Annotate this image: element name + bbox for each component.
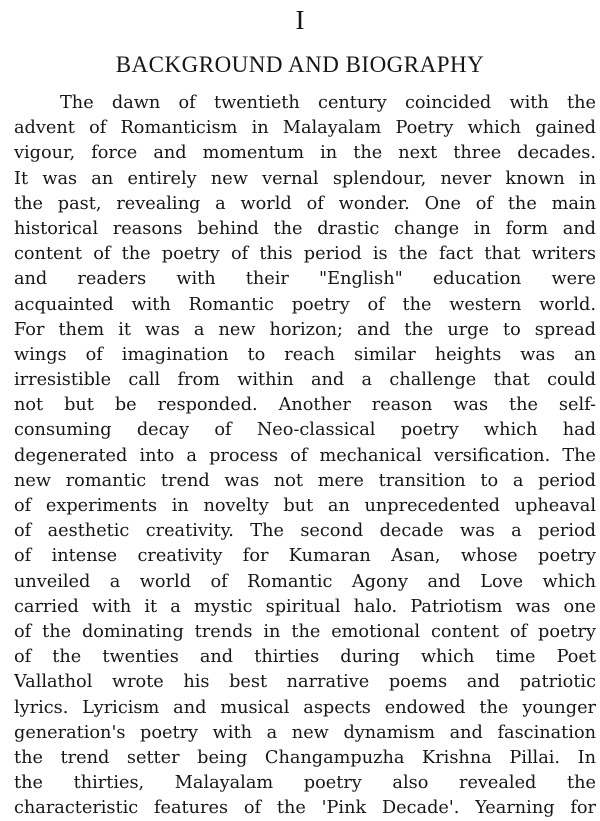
paragraph-line: and readers with their "English" education were: [14, 269, 596, 290]
paragraph-line: irresistible call from within and a challenge that could: [14, 370, 596, 391]
paragraph-line: degenerated into a process of mechanical versification. The: [14, 445, 596, 466]
paragraph-line: of aesthetic creativity. The second decade was a period: [14, 521, 596, 542]
paragraph-line: advent of Romanticism in Malayalam Poetry which gained: [14, 118, 596, 139]
paragraph-line: consuming decay of Neo-classical poetry which had: [14, 420, 596, 441]
paragraph-line: wings of imagination to reach similar heights was an: [14, 344, 596, 365]
paragraph-line: carried with it a mystic spiritual halo. Patriotism was one: [14, 596, 596, 617]
paragraph-line: lyrics. Lyricism and musical aspects endowed the younger: [14, 697, 596, 718]
paragraph-line: of experiments in novelty but an unprecedented upheaval: [14, 496, 596, 516]
body-paragraph: [14, 91, 596, 821]
paragraph-line: generation's poetry with a new dynamism and fascination: [14, 722, 596, 743]
paragraph-line: It was an entirely new vernal splendour, never known in: [14, 168, 596, 189]
paragraph-line: of the dominating trends in the emotional content of poetry: [14, 621, 596, 642]
paragraph-line: the past, revealing a world of wonder. One of the main: [14, 193, 596, 214]
paragraph-line: For them it was a new horizon; and the urge to spread: [14, 319, 596, 340]
paragraph-line: of the twenties and thirties during which time Poet: [14, 647, 596, 668]
paragraph-line: content of the poetry of this period is the fact that writers: [14, 244, 596, 265]
paragraph-line: acquainted with Romantic poetry of the western world.: [14, 294, 596, 315]
paragraph-line: the thirties, Malayalam poetry also revealed the: [14, 773, 596, 794]
chapter-title: BACKGROUND AND BIOGRAPHY: [115, 52, 485, 77]
paragraph-line: characteristic features of the 'Pink Decade'. Yearning for: [14, 798, 596, 819]
paragraph-line: the trend setter being Changampuzha Krishna Pillai. In: [14, 747, 596, 768]
paragraph-line: of intense creativity for Kumaran Asan, whose poetry: [14, 546, 596, 567]
paragraph-line: The dawn of twentieth century coincided with the: [60, 93, 596, 113]
paragraph-line: Vallathol wrote his best narrative poems and patriotic: [14, 672, 596, 693]
paragraph-line: not but be responded. Another reason was the self-: [14, 395, 596, 416]
paragraph-line: historical reasons behind the drastic change in form and: [14, 218, 596, 239]
paragraph-line: unveiled a world of Romantic Agony and Love which: [14, 571, 596, 592]
paragraph-line: vigour, force and momentum in the next three decades.: [14, 143, 596, 164]
paragraph-line: new romantic trend was not mere transition to a period: [14, 470, 596, 491]
chapter-number: I: [295, 5, 305, 35]
